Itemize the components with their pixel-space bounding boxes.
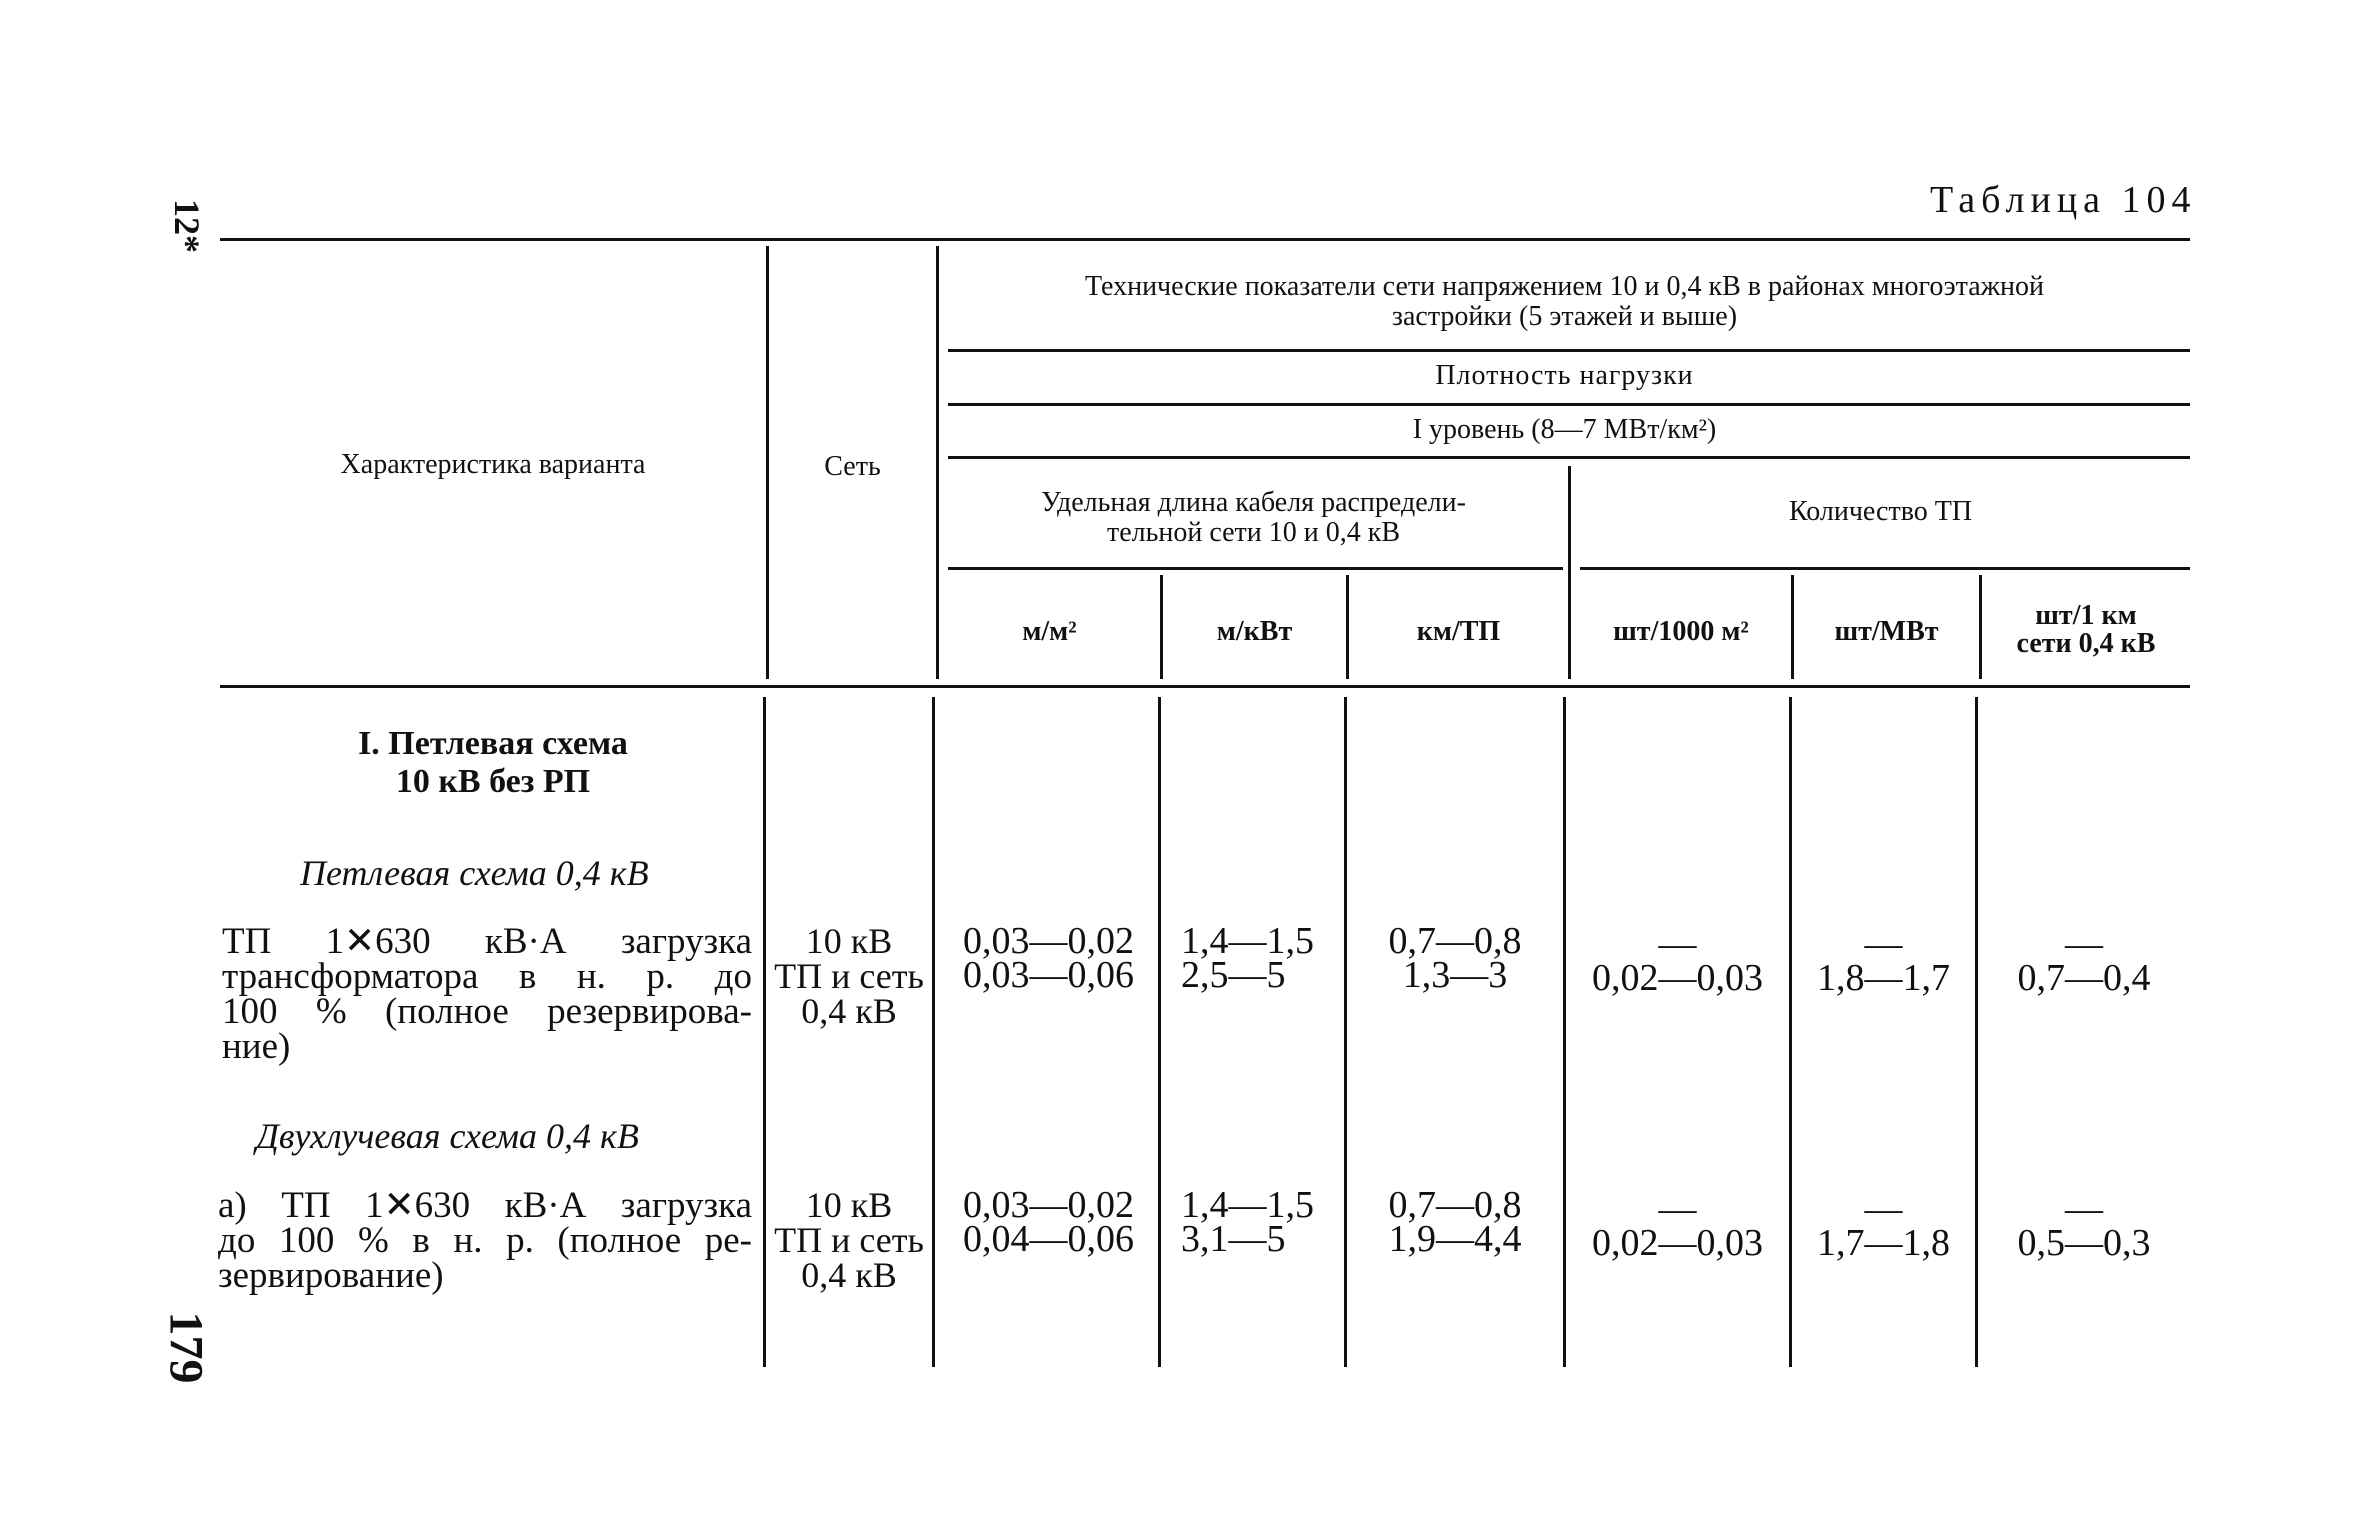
header-specific-length-line1: Удельная длина кабеля распредели- xyxy=(1041,487,1466,518)
header-specific-length xyxy=(939,488,1568,548)
body-divider-network xyxy=(932,697,935,1367)
header-tech-title xyxy=(939,272,2190,332)
row1-subtitle: Петлевая схема 0,4 кВ xyxy=(300,853,649,893)
row1-m-per-kw: 1,4—1,5 2,5—5 xyxy=(1181,920,1314,996)
unit-sht-per-mw: шт/МВт xyxy=(1834,616,1939,647)
row1-km-per-tp: 0,7—0,8 1,3—3 xyxy=(1388,920,1522,996)
row2-sht-per-km: — 0,5—0,3 xyxy=(2017,1188,2151,1264)
row1-sht-per-mw: — 1,8—1,7 xyxy=(1817,923,1950,999)
header-network: Сеть xyxy=(824,451,881,482)
rule-under-count-group xyxy=(1580,567,2190,570)
row2-desc-line: а) ТП 1✕630 кВ·А загрузка xyxy=(218,1185,752,1226)
unit-sht-per-1000m2: шт/1000 м² xyxy=(1613,616,1749,647)
row2-km-per-tp: 0,7—0,8 1,9—4,4 xyxy=(1388,1184,1522,1260)
row2-network xyxy=(766,1185,932,1295)
rule-under-level xyxy=(948,456,2190,459)
row2-sht-per-mw: — 1,7—1,8 xyxy=(1817,1188,1950,1264)
header-variant: Характеристика варианта xyxy=(340,449,646,480)
row1-description xyxy=(222,921,752,1067)
header-level: I уровень (8—7 МВт/км²) xyxy=(1412,414,1717,445)
row2-subtitle: Двухлучевая схема 0,4 кВ xyxy=(256,1116,639,1156)
section-title-line2: 10 кВ без РП xyxy=(395,763,591,800)
row1-desc-line: трансформатора в н. р. до xyxy=(222,956,752,997)
unit-m-per-m2: м/м² xyxy=(1022,616,1077,647)
table-top-rule xyxy=(220,238,2190,241)
row2-desc-line: до 100 % в н. р. (полное ре- xyxy=(218,1220,752,1261)
body-divider-u3 xyxy=(1563,697,1566,1367)
header-density: Плотность нагрузки xyxy=(1435,360,1694,391)
row2-description xyxy=(218,1185,752,1296)
row1-desc-line: ние) xyxy=(222,1026,291,1067)
rule-under-length-group xyxy=(948,567,1563,570)
section-title-line1: I. Петлевая схема xyxy=(358,725,628,762)
row1-network-line: ТП и сеть xyxy=(774,956,924,996)
unit-m-per-kw: м/кВт xyxy=(1216,616,1293,647)
table-title: Таблица 104 xyxy=(1930,179,2197,221)
row2-m-per-m2: 0,03—0,02 0,04—0,06 xyxy=(963,1184,1134,1260)
rule-under-density xyxy=(948,403,2190,406)
rule-under-tech-title xyxy=(948,349,2190,352)
page-marker-top: 12* xyxy=(167,199,207,253)
header-tp-count: Количество ТП xyxy=(1788,496,1973,527)
body-divider-u1 xyxy=(1158,697,1161,1367)
row1-network xyxy=(766,921,932,1031)
unit-sht-per-km: шт/1 км сети 0,4 кВ xyxy=(2016,600,2156,659)
row1-desc-line: ТП 1✕630 кВ·А загрузка xyxy=(222,921,752,962)
unit-km-per-tp: км/ТП xyxy=(1416,616,1501,647)
body-divider-u2 xyxy=(1344,697,1347,1367)
row2-desc-line: зервирование) xyxy=(218,1255,444,1296)
header-tech-title-line1: Технические показатели сети напряжением 10 и 0,4 кВ в районах многоэтажной xyxy=(1084,271,2044,302)
row1-desc-line: 100 % (полное резервирова- xyxy=(222,991,752,1032)
row1-sht-per-1000m2: — 0,02—0,03 xyxy=(1592,923,1763,999)
body-divider-u5 xyxy=(1975,697,1978,1367)
header-tech-title-line2: застройки (5 этажей и выше) xyxy=(1391,301,1738,332)
header-specific-length-line2: тельной сети 10 и 0,4 кВ xyxy=(1106,517,1401,548)
row2-m-per-kw: 1,4—1,5 3,1—5 xyxy=(1181,1184,1314,1260)
row1-m-per-m2: 0,03—0,02 0,03—0,06 xyxy=(963,920,1134,996)
row2-network-line: 10 кВ xyxy=(805,1185,893,1225)
row1-sht-per-km: — 0,7—0,4 xyxy=(2017,923,2151,999)
row1-network-line: 0,4 кВ xyxy=(801,991,897,1031)
row2-network-line: ТП и сеть xyxy=(774,1220,924,1260)
header-bottom-rule xyxy=(220,685,2190,688)
row2-sht-per-1000m2: — 0,02—0,03 xyxy=(1592,1188,1763,1264)
section-title xyxy=(220,725,766,801)
row2-network-line: 0,4 кВ xyxy=(801,1255,897,1295)
body-divider-u4 xyxy=(1789,697,1792,1367)
page-number: 179 xyxy=(159,1311,213,1384)
row1-network-line: 10 кВ xyxy=(805,921,893,961)
